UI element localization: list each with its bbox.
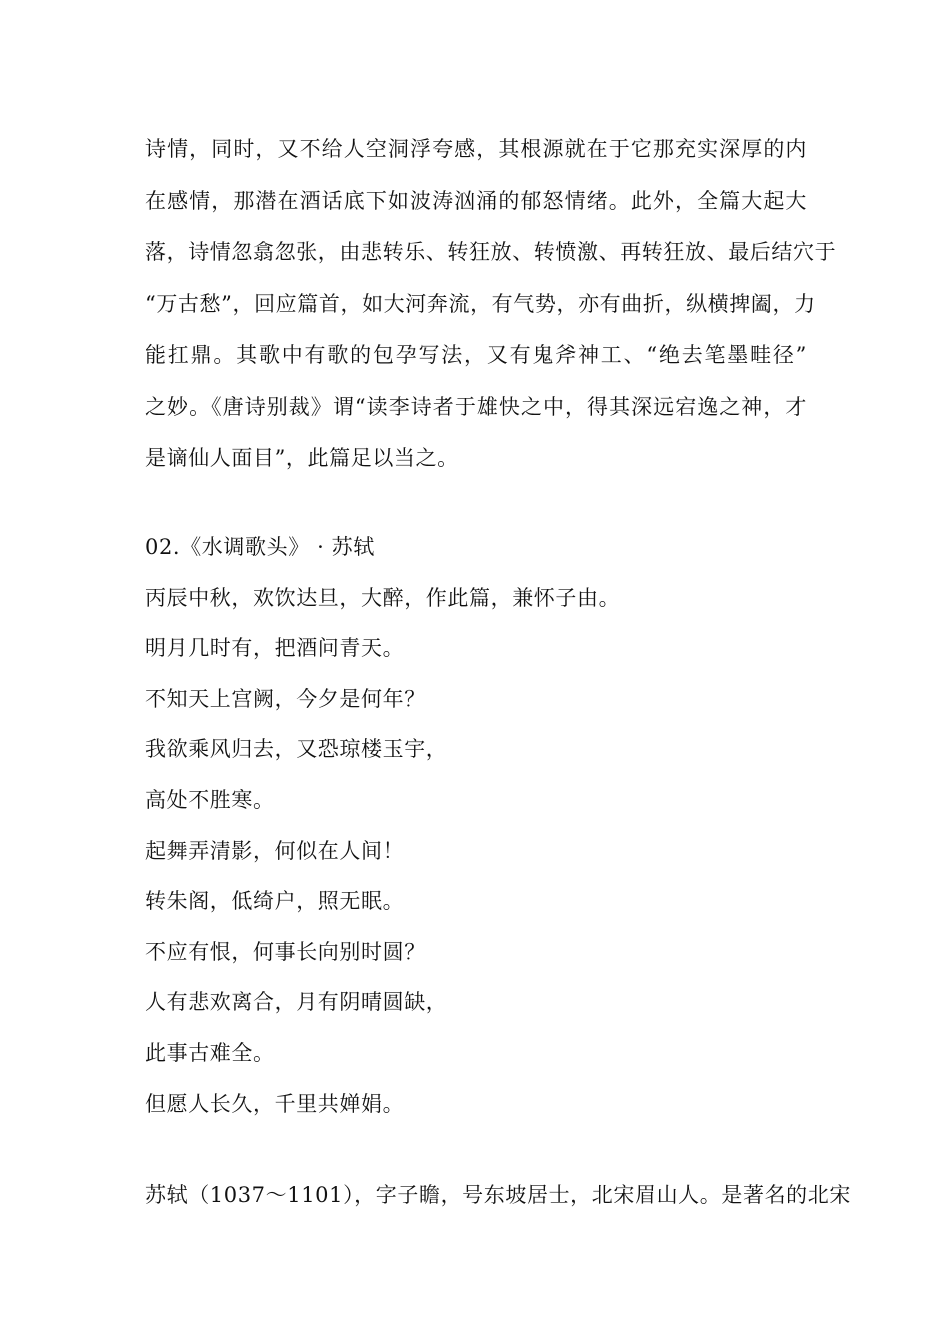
paragraph-line: 在感情，那潜在酒话底下如波涛汹涌的郁怒情绪。此外，全篇大起大 xyxy=(145,188,807,213)
poem-line: 明月几时有，把酒问青天。 xyxy=(145,636,405,661)
poem-heading: 02.《水调歌头》 · 苏轼 xyxy=(145,535,375,559)
paragraph-line: 之妙。《唐诗别裁》谓“读李诗者于雄快之中，得其深远宕逸之神，才 xyxy=(145,394,807,419)
poem-preface: 丙辰中秋，欢饮达旦，大醉，作此篇，兼怀子由。 xyxy=(145,585,621,610)
paragraph-line: 落，诗情忽翕忽张，由悲转乐、转狂放、转愤激、再转狂放、最后结穴于 xyxy=(145,240,837,264)
poem-line: 此事古难全。 xyxy=(145,1040,275,1065)
poem-line: 人有悲欢离合，月有阴晴圆缺， xyxy=(145,990,448,1015)
paragraph-line: 是谪仙人面目”，此篇足以当之。 xyxy=(145,446,459,470)
poem-line: 但愿人长久，千里共婵娟。 xyxy=(145,1091,405,1116)
paragraph-line: 苏轼（1037～1101），字子瞻，号东坡居士，北宋眉山人。是著名的北宋 xyxy=(145,1183,851,1207)
paragraph-line: 诗情，同时，又不给人空洞浮夸感，其根源就在于它那充实深厚的内 xyxy=(145,137,807,161)
poem-line: 高处不胜寒。 xyxy=(145,787,275,812)
poem-line: 不应有恨，何事长向别时圆？ xyxy=(145,939,426,964)
poem-line: 我欲乘风归去，又恐琼楼玉宇， xyxy=(145,737,448,762)
poem-section xyxy=(145,522,807,1129)
biography-paragraph xyxy=(145,1170,851,1222)
poem-line: 转朱阁，低绮户，照无眠。 xyxy=(145,889,405,914)
poem-line: 起舞弄清影，何似在人间！ xyxy=(145,838,405,863)
paragraph-line: 能扛鼎。其歌中有歌的包孕写法，又有鬼斧神工、“绝去笔墨畦径” xyxy=(145,343,807,367)
commentary-paragraph xyxy=(145,124,837,485)
paragraph-line: “万古愁”，回应篇首，如大河奔流，有气势，亦有曲折，纵横捭阖，力 xyxy=(145,291,816,316)
poem-line: 不知天上宫阙，今夕是何年？ xyxy=(145,686,426,711)
